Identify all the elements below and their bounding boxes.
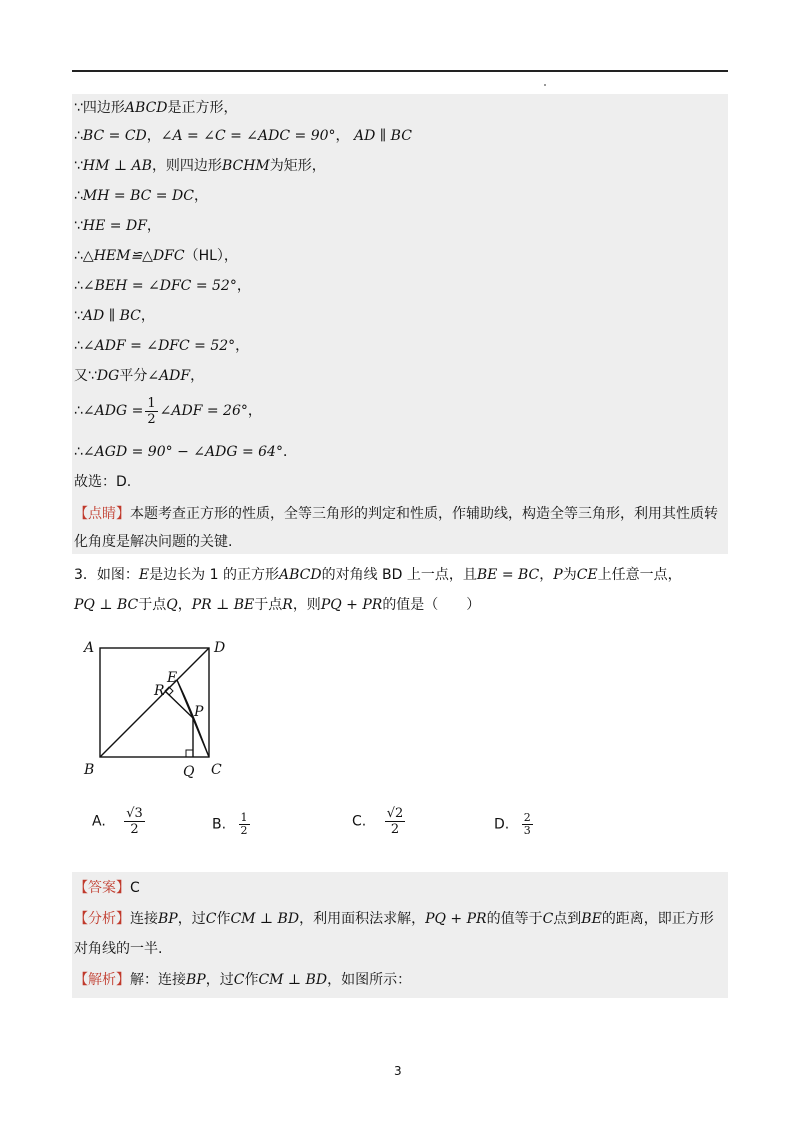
math: C	[542, 911, 554, 927]
math: PQ ⊥ BC	[74, 597, 139, 613]
text: 是正方形，	[167, 100, 238, 116]
math: ∠BEH = ∠DFC = 52°	[82, 278, 237, 294]
math: ∠ADF	[147, 368, 191, 384]
line-4	[74, 186, 208, 206]
text: 点到	[553, 911, 582, 927]
text: 又∵	[74, 368, 97, 384]
remark-tag: 【点睛】	[74, 506, 130, 522]
text: ，利用面积法求解，	[299, 911, 426, 927]
math: CE	[576, 567, 598, 583]
therefore: ∴	[74, 278, 83, 294]
math: ∠AGD = 90° − ∠ADG = 64°	[82, 444, 283, 460]
math: ABCD	[278, 567, 322, 583]
therefore: ∴	[74, 248, 83, 264]
text: 为矩形，	[269, 158, 326, 174]
text: 解：连接	[130, 972, 186, 988]
question-paragraph	[74, 560, 726, 620]
text: ，如图所示：	[327, 972, 412, 988]
line-1	[74, 98, 238, 118]
answer-value: C	[130, 880, 140, 896]
answer-line	[74, 878, 140, 898]
text: 连接	[130, 911, 158, 927]
remark-paragraph	[74, 500, 726, 556]
text: 上任意一点，	[597, 567, 682, 583]
text: 的值是（ ）	[382, 597, 481, 613]
line-7	[74, 276, 251, 296]
label-a: A	[84, 640, 95, 656]
math: BCHM	[221, 158, 270, 174]
math: BE	[581, 911, 602, 927]
math: HE = DF	[82, 218, 147, 234]
option-label: A.	[92, 813, 106, 830]
label-d: D	[214, 640, 226, 656]
denominator: 2	[390, 822, 400, 837]
math: CM ⊥ BD	[258, 972, 328, 988]
line-9	[74, 336, 249, 356]
text: 的距离，即正方形对角线的一半.	[74, 911, 714, 957]
option-fraction	[124, 806, 145, 837]
text: 为	[562, 567, 577, 583]
math: Q	[166, 597, 178, 613]
right-angle-q	[186, 750, 193, 757]
solution-tag: 【解析】	[74, 972, 130, 988]
text: （HL），	[184, 248, 238, 264]
text: ，	[235, 338, 250, 354]
line-6	[74, 246, 238, 266]
text: ，	[193, 188, 208, 204]
label-b: B	[84, 762, 95, 778]
math: R	[282, 597, 293, 613]
analysis-tag: 【分析】	[74, 911, 130, 927]
math: BC = CD	[82, 128, 147, 144]
text: ，	[146, 128, 161, 144]
text: ，	[247, 403, 262, 419]
label-q: Q	[183, 764, 195, 780]
label-r: R	[154, 683, 165, 699]
option-c[interactable]	[352, 806, 407, 837]
because: ∵	[74, 218, 83, 234]
therefore: ∴	[74, 403, 83, 419]
denominator: 3	[523, 824, 531, 837]
because: ∵	[74, 308, 83, 324]
text: 平分	[119, 368, 148, 384]
math: AD ∥ BC	[82, 308, 141, 324]
math: HM ⊥ AB	[82, 158, 152, 174]
math: DG	[96, 368, 120, 384]
solution-line	[74, 970, 411, 990]
fraction	[145, 396, 157, 427]
math: AD ∥ BC	[353, 128, 412, 144]
math: MH = BC = DC	[82, 188, 194, 204]
because: ∵	[74, 158, 83, 174]
square-diagram	[80, 636, 240, 786]
math: PQ + PR	[320, 597, 383, 613]
option-fraction	[522, 812, 533, 837]
text: ，	[190, 368, 205, 384]
question-number: 3．如图：	[74, 567, 139, 583]
line-2	[74, 126, 412, 146]
text: 于点	[254, 597, 283, 613]
math: CM ⊥ BD	[230, 911, 300, 927]
math: BP	[158, 911, 178, 927]
numerator: √2	[386, 806, 404, 821]
text: ，过	[177, 911, 206, 927]
math: C	[205, 911, 217, 927]
numerator: 1	[147, 395, 156, 411]
math: ∠A = ∠C = ∠ADC = 90°	[160, 128, 336, 144]
math: △HEM≌△DFC	[82, 248, 185, 264]
geometry-figure	[80, 636, 240, 790]
label-c: C	[211, 762, 222, 778]
line-8	[74, 306, 155, 326]
numerator: 1	[240, 811, 248, 824]
math: PR ⊥ BE	[191, 597, 255, 613]
math: P	[553, 567, 563, 583]
line-11	[74, 394, 262, 428]
numerator: √3	[126, 806, 143, 821]
text: ∵四边形	[74, 100, 125, 116]
text: ，	[236, 278, 251, 294]
therefore: ∴	[74, 188, 83, 204]
line-3	[74, 156, 326, 176]
option-label: B.	[212, 816, 227, 833]
text: ．	[282, 444, 297, 460]
header-dot	[544, 84, 546, 86]
answer-tag: 【答案】	[74, 880, 130, 896]
denominator: 2	[240, 824, 248, 837]
page-number: 3	[394, 1064, 402, 1078]
therefore: ∴	[74, 338, 83, 354]
analysis-paragraph	[74, 904, 726, 964]
denominator: 2	[147, 411, 156, 427]
text: ，过	[205, 972, 234, 988]
therefore: ∴	[74, 444, 83, 460]
text: ，则四边形	[151, 158, 222, 174]
line-12	[74, 442, 297, 462]
math: ∠ADF = ∠DFC = 52°	[82, 338, 236, 354]
option-fraction	[239, 812, 250, 837]
therefore: ∴	[74, 128, 83, 144]
math: ∠ADF = 26°	[159, 403, 248, 419]
text: ，	[335, 128, 350, 144]
option-label: D.	[494, 816, 510, 833]
text: 于点	[138, 597, 167, 613]
text: 的值等于	[486, 911, 543, 927]
label-p: P	[194, 704, 204, 720]
text: ，	[539, 567, 554, 583]
option-b[interactable]	[212, 812, 252, 837]
remark-text: 本题考查正方形的性质，全等三角形的判定和性质，作辅助线，构造全等三角形，利用其性质转化角度是解决问题的关键.	[74, 506, 718, 550]
text: ，	[140, 308, 155, 324]
math: E	[138, 567, 150, 583]
numerator: 2	[523, 811, 531, 824]
option-d[interactable]	[494, 812, 535, 837]
line-10	[74, 366, 204, 386]
header-rule	[72, 70, 728, 72]
text: 作	[244, 972, 259, 988]
math: BE = BC	[476, 567, 540, 583]
text: ，	[177, 597, 192, 613]
text: 作	[216, 911, 231, 927]
math: ABCD	[124, 100, 168, 116]
label-e: E	[167, 670, 178, 686]
math: BP	[186, 972, 206, 988]
text: 是边长为 1 的正方形	[149, 567, 279, 583]
math: ∠ADG =	[82, 403, 144, 419]
line-5	[74, 216, 161, 236]
option-fraction	[385, 806, 406, 837]
option-a[interactable]	[92, 806, 147, 837]
option-label: C.	[352, 813, 367, 830]
math: C	[233, 972, 245, 988]
text: ，则	[292, 597, 321, 613]
text: 的对角线 BD 上一点，且	[321, 567, 477, 583]
math: PQ + PR	[425, 911, 487, 927]
text: ，	[146, 218, 161, 234]
line-13: 故选：D.	[74, 474, 132, 490]
denominator: 2	[130, 822, 139, 837]
